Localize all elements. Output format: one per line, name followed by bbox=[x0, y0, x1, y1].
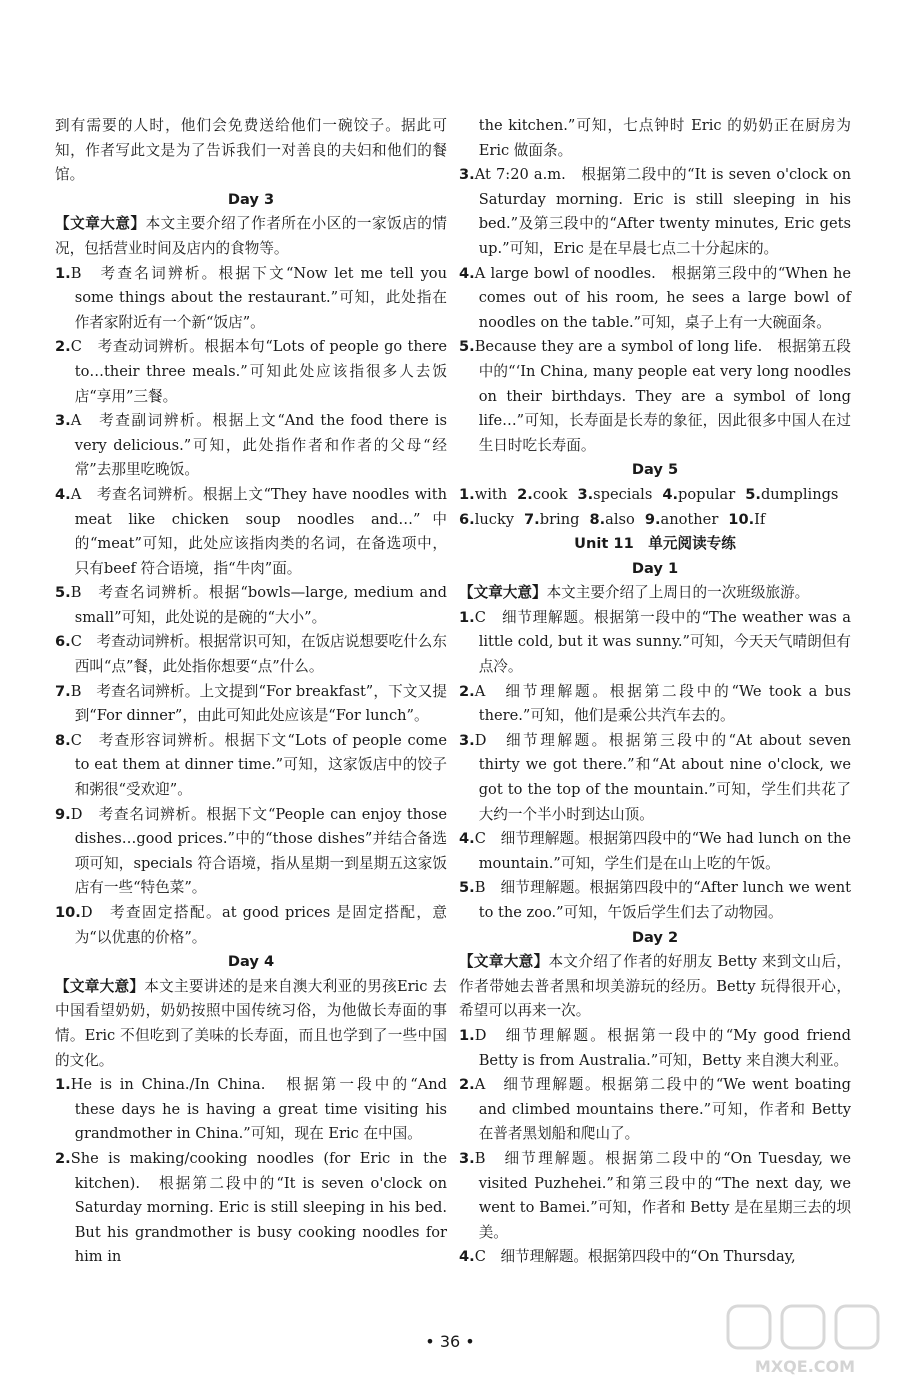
item-text: B 考查名词辨析。根据“bowls—large, medium and small”可知，此处说的是碗的“大小”。 bbox=[70, 584, 447, 626]
item-text: A 考查名词辨析。根据上文“They have noodles with meat like chicken soup noodles and…”中的“meat”可知，此处应该指肉类的名词，在备选项中，只有beef 符合语境，指“牛肉”面。 bbox=[70, 485, 447, 577]
item-text: A 细节理解题。根据第二段中的“We took a bus there.”可知，他们是乘公共汽车去的。 bbox=[474, 682, 851, 725]
section-heading: Day 2 bbox=[631, 928, 679, 946]
article-summary bbox=[55, 212, 447, 261]
summary-tag: 【文章大意】 bbox=[55, 977, 145, 995]
answer-number: 2. bbox=[517, 485, 533, 503]
item-text: C 细节理解题。根据第一段中的“The weather was a little cold, but it was sunny.”可知，今天天气晴朗但有点冷。 bbox=[474, 608, 851, 676]
item-text: He is in China./In China. 根据第一段中的“And these days he is having a great time visiting his grandmother in China.”可知，现在 Eric 在中国。 bbox=[70, 1076, 447, 1143]
answer-number: 6. bbox=[459, 510, 475, 528]
item-number: 1. bbox=[55, 1076, 71, 1094]
section-heading: Day 3 bbox=[227, 190, 275, 208]
item-number: 2. bbox=[55, 338, 71, 356]
answer-item bbox=[55, 901, 447, 950]
item-text: At 7:20 a.m. 根据第二段中的“It is seven o'clock on Saturday morning. Eric is still sleeping in his bed.”及第三段中的“After twenty minutes, Eric gets up.”可知，Eric 是在早晨七点二十分起床的。 bbox=[474, 166, 851, 257]
item-number: 5. bbox=[459, 338, 475, 356]
answer-number: 5. bbox=[745, 485, 761, 503]
answer-item bbox=[459, 827, 851, 876]
answer-item bbox=[459, 1147, 851, 1245]
answer-word: lucky bbox=[474, 510, 515, 528]
svg-text:MXQE.COM: MXQE.COM bbox=[754, 1357, 856, 1376]
answer-word: cook bbox=[532, 485, 568, 503]
answer-number: 10. bbox=[728, 510, 755, 528]
item-number: 3. bbox=[459, 1149, 475, 1167]
item-number: 3. bbox=[459, 166, 475, 184]
answer-row bbox=[459, 483, 851, 508]
item-text: D 考查固定搭配。at good prices 是固定搭配，意为“以优惠的价格”。 bbox=[74, 904, 447, 946]
answer-number: 3. bbox=[577, 485, 594, 503]
summary-text: 本文主要介绍了作者所在小区的一家饭店的情况，包括营业时间及店内的食物等。 bbox=[55, 215, 447, 257]
answer-word: another bbox=[660, 510, 719, 528]
answer-row bbox=[459, 508, 851, 533]
summary-text: 本文主要介绍了上周日的一次班级旅游。 bbox=[546, 584, 810, 602]
item-text: A large bowl of noodles. 根据第三段中的“When he comes out of his room, he sees a large bowl of noodles on the table.”可知，桌子上有一大碗面条。 bbox=[474, 264, 851, 331]
answer-number: 7. bbox=[524, 510, 540, 528]
answer-item bbox=[459, 606, 851, 680]
answer-item bbox=[55, 1147, 447, 1270]
answer-item bbox=[55, 262, 447, 336]
answer-item bbox=[55, 803, 447, 901]
answer-item bbox=[459, 876, 851, 925]
paragraph-text: 到有需要的人时，他们会免费送给他们一碗饺子。据此可知，作者写此文是为了告诉我们一对善良的夫妇和他们的餐馆。 bbox=[55, 117, 447, 184]
item-number: 1. bbox=[459, 1026, 475, 1044]
item-text: B 考查名词辨析。上文提到“For breakfast”，下文又提到“For dinner”，由此可知此处应该是“For lunch”。 bbox=[70, 682, 447, 725]
answer-item bbox=[55, 409, 447, 483]
answer-item bbox=[459, 262, 851, 336]
item-text: B 细节理解题。根据第四段中的“After lunch we went to the zoo.”可知，午饭后学生们去了动物园。 bbox=[474, 879, 851, 921]
answer-item bbox=[55, 630, 447, 679]
answer-item bbox=[55, 581, 447, 630]
answer-word: with bbox=[474, 485, 508, 503]
item-text: A 细节理解题。根据第二段中的“We went boating and climbed mountains there.”可知，作者和 Betty 在普者黑划船和爬山了。 bbox=[474, 1076, 851, 1143]
answer-number: 9. bbox=[644, 510, 661, 528]
item-number: 6. bbox=[55, 633, 71, 651]
item-number: 10. bbox=[55, 904, 81, 921]
item-number: 4. bbox=[459, 264, 475, 282]
item-text: She is making/cooking noodles (for Eric in the kitchen). 根据第二段中的“It is seven o'clock on Saturday morning. Eric is still sleeping in his bed. But his grandmother is busy cooking noodles for him in bbox=[70, 1149, 447, 1266]
item-text: B 考查名词辨析。根据下文“Now let me tell you some things about the restaurant.”可知，此处指在作者家附近有一个新“饭店”。 bbox=[70, 264, 447, 331]
article-summary bbox=[55, 975, 447, 1073]
answer-number: 1. bbox=[459, 485, 475, 503]
answer-item bbox=[459, 1024, 851, 1073]
article-summary bbox=[459, 950, 851, 1024]
item-text: C 考查动词辨析。根据常识可知，在饭店说想要吃什么东西叫“点”餐，此处指你想要“点”什么。 bbox=[70, 633, 447, 676]
item-number: 2. bbox=[55, 1149, 71, 1167]
item-number: 9. bbox=[55, 805, 71, 823]
answer-word: specials bbox=[593, 485, 653, 503]
answer-item bbox=[55, 483, 447, 581]
section-heading: Unit 11 单元阅读专练 bbox=[574, 535, 736, 553]
item-text: C 考查形容词辨析。根据下文“Lots of people come to eat them at dinner time.”可知，这家饭店中的饺子和粥很“受欢迎”。 bbox=[70, 731, 447, 799]
right-column bbox=[459, 114, 851, 1270]
answer-word: dumplings bbox=[760, 485, 839, 503]
item-number: 2. bbox=[459, 1076, 475, 1094]
left-column bbox=[55, 114, 447, 1270]
item-number: 3. bbox=[55, 412, 71, 430]
item-number: 5. bbox=[55, 584, 71, 602]
summary-tag: 【文章大意】 bbox=[55, 215, 146, 233]
answer-item bbox=[459, 729, 851, 827]
answer-item bbox=[459, 1073, 851, 1147]
item-text: D 细节理解题。根据第一段中的“My good friend Betty is from Australia.”可知，Betty 来自澳大利亚。 bbox=[474, 1026, 851, 1069]
section-heading: Day 1 bbox=[631, 559, 679, 577]
item-number: 5. bbox=[459, 879, 475, 897]
section-heading: Day 4 bbox=[227, 953, 275, 971]
answer-item bbox=[459, 680, 851, 729]
item-number: 1. bbox=[459, 608, 475, 626]
item-text: D 细节理解题。根据第三段中的“At about seven thirty we got there.”和“At about nine o'clock, we got to the top of the mountain.”可知，学生们共花了大约一个半小时到达山顶。 bbox=[474, 731, 851, 823]
item-number: 4. bbox=[459, 830, 475, 848]
item-text: C 考查动词辨析。根据本句“Lots of people go there to…their three meals.”可知此处应该指很多人去饭店“享用”三餐。 bbox=[70, 338, 447, 405]
watermark-logo bbox=[720, 1300, 890, 1380]
item-number: 3. bbox=[459, 731, 475, 749]
answer-word: also bbox=[605, 510, 635, 528]
answer-item bbox=[55, 335, 447, 409]
paragraph-text: the kitchen.”可知，七点钟时 Eric 的奶奶正在厨房为 Eric 做面条。 bbox=[478, 117, 851, 159]
answer-item bbox=[55, 729, 447, 803]
answer-number: 4. bbox=[662, 485, 679, 503]
summary-tag: 【文章大意】 bbox=[459, 953, 549, 971]
answer-item bbox=[459, 163, 851, 261]
answer-word: If bbox=[754, 510, 766, 528]
item-number: 4. bbox=[55, 485, 71, 503]
answer-word: popular bbox=[678, 485, 736, 503]
item-number: 7. bbox=[55, 682, 71, 700]
item-text: A 考查副词辨析。根据上文“And the food there is very delicious.”可知，此处指作者和作者的父母“经常”去那里吃晚饭。 bbox=[70, 412, 447, 479]
item-number: 4. bbox=[459, 1248, 475, 1266]
summary-text: 本文主要讲述的是来自澳大利亚的男孩Eric 去中国看望奶奶，奶奶按照中国传统习俗，为他做长寿面的事情。Eric 不但吃到了美味的长寿面，而且也学到了一些中国的文化。 bbox=[55, 977, 447, 1069]
answer-item bbox=[459, 1245, 851, 1270]
item-text: C 细节理解题。根据第四段中的“On Thursday, bbox=[474, 1248, 796, 1266]
answer-item bbox=[459, 335, 851, 458]
item-text: C 细节理解题。根据第四段中的“We had lunch on the mountain.”可知，学生们是在山上吃的午饭。 bbox=[474, 830, 851, 872]
answer-item bbox=[55, 680, 447, 729]
item-number: 2. bbox=[459, 682, 475, 700]
answer-number: 8. bbox=[589, 510, 606, 528]
summary-text: 本文介绍了作者的好朋友 Betty 来到文山后，作者带她去普者黑和坝美游玩的经历。Betty 玩得很开心，希望可以再来一次。 bbox=[459, 953, 851, 1020]
summary-tag: 【文章大意】 bbox=[459, 584, 547, 602]
answer-word: bring bbox=[539, 510, 580, 528]
item-number: 8. bbox=[55, 731, 71, 749]
item-text: D 考查名词辨析。根据下文“People can enjoy those dishes…good prices.”中的“those dishes”并结合备选项可知，specials 符合语境，指从星期一到星期五这家饭店有一些“特色菜”。 bbox=[70, 805, 447, 897]
article-summary bbox=[459, 581, 851, 606]
item-text: B 细节理解题。根据第二段中的“On Tuesday, we visited Puzhehei.”和第三段中的“The next day, we went to Bamei.”可知，作者和 Betty 是在星期三去的坝美。 bbox=[474, 1149, 851, 1241]
item-text: Because they are a symbol of long life. 根据第五段中的“‘In China, many people eat very long noodles on their birthdays. They are a symbol of long life…”可知，长寿面是长寿的象征，因此很多中国人在过生日时吃长寿面。 bbox=[474, 338, 851, 454]
item-number: 1. bbox=[55, 264, 71, 282]
section-heading: Day 5 bbox=[631, 461, 679, 479]
answer-item bbox=[55, 1073, 447, 1147]
page-number: • 36 • bbox=[425, 1332, 475, 1351]
